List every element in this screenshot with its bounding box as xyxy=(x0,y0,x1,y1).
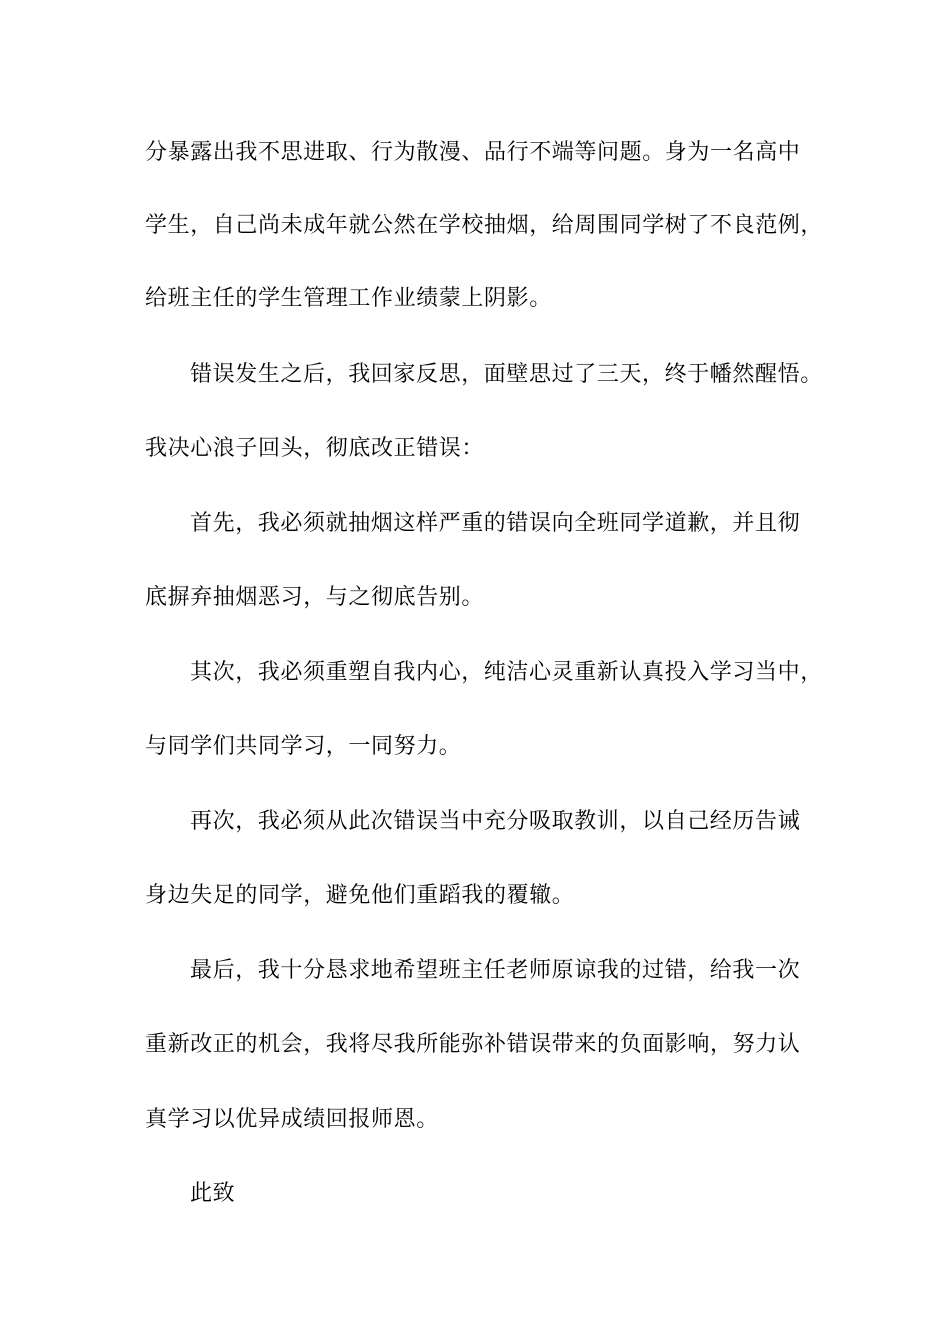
text-line-13: 重新改正的机会，我将尽我所能弥补错误带来的负面影响，努力认 xyxy=(145,1032,801,1057)
text-line-11: 身边失足的同学，避免他们重蹈我的覆辙。 xyxy=(145,883,575,908)
text-line-2: 学生，自己尚未成年就公然在学校抽烟，给周围同学树了不良范例， xyxy=(145,213,824,238)
text-line-9: 与同学们共同学习，一同努力。 xyxy=(145,734,462,759)
text-line-3: 给班主任的学生管理工作业绩蒙上阴影。 xyxy=(145,286,552,311)
text-line-10: 再次，我必须从此次错误当中充分吸取教训，以自己经历告诫 xyxy=(190,809,801,834)
text-line-15: 此致 xyxy=(190,1181,236,1206)
text-line-8: 其次，我必须重塑自我内心，纯洁心灵重新认真投入学习当中， xyxy=(190,660,823,685)
text-line-7: 底摒弃抽烟恶习，与之彻底告别。 xyxy=(145,585,485,610)
text-line-1: 分暴露出我不思进取、行为散漫、品行不端等问题。身为一名高中 xyxy=(145,140,801,165)
text-line-4: 错误发生之后，我回家反思，面壁思过了三天，终于幡然醒悟。 xyxy=(190,362,823,387)
text-line-6: 首先，我必须就抽烟这样严重的错误向全班同学道歉，并且彻 xyxy=(190,511,801,536)
text-line-14: 真学习以优异成绩回报师恩。 xyxy=(145,1107,439,1132)
text-line-5: 我决心浪子回头，彻底改正错误： xyxy=(145,436,485,461)
text-line-12: 最后，我十分恳求地希望班主任老师原谅我的过错，给我一次 xyxy=(190,958,801,983)
